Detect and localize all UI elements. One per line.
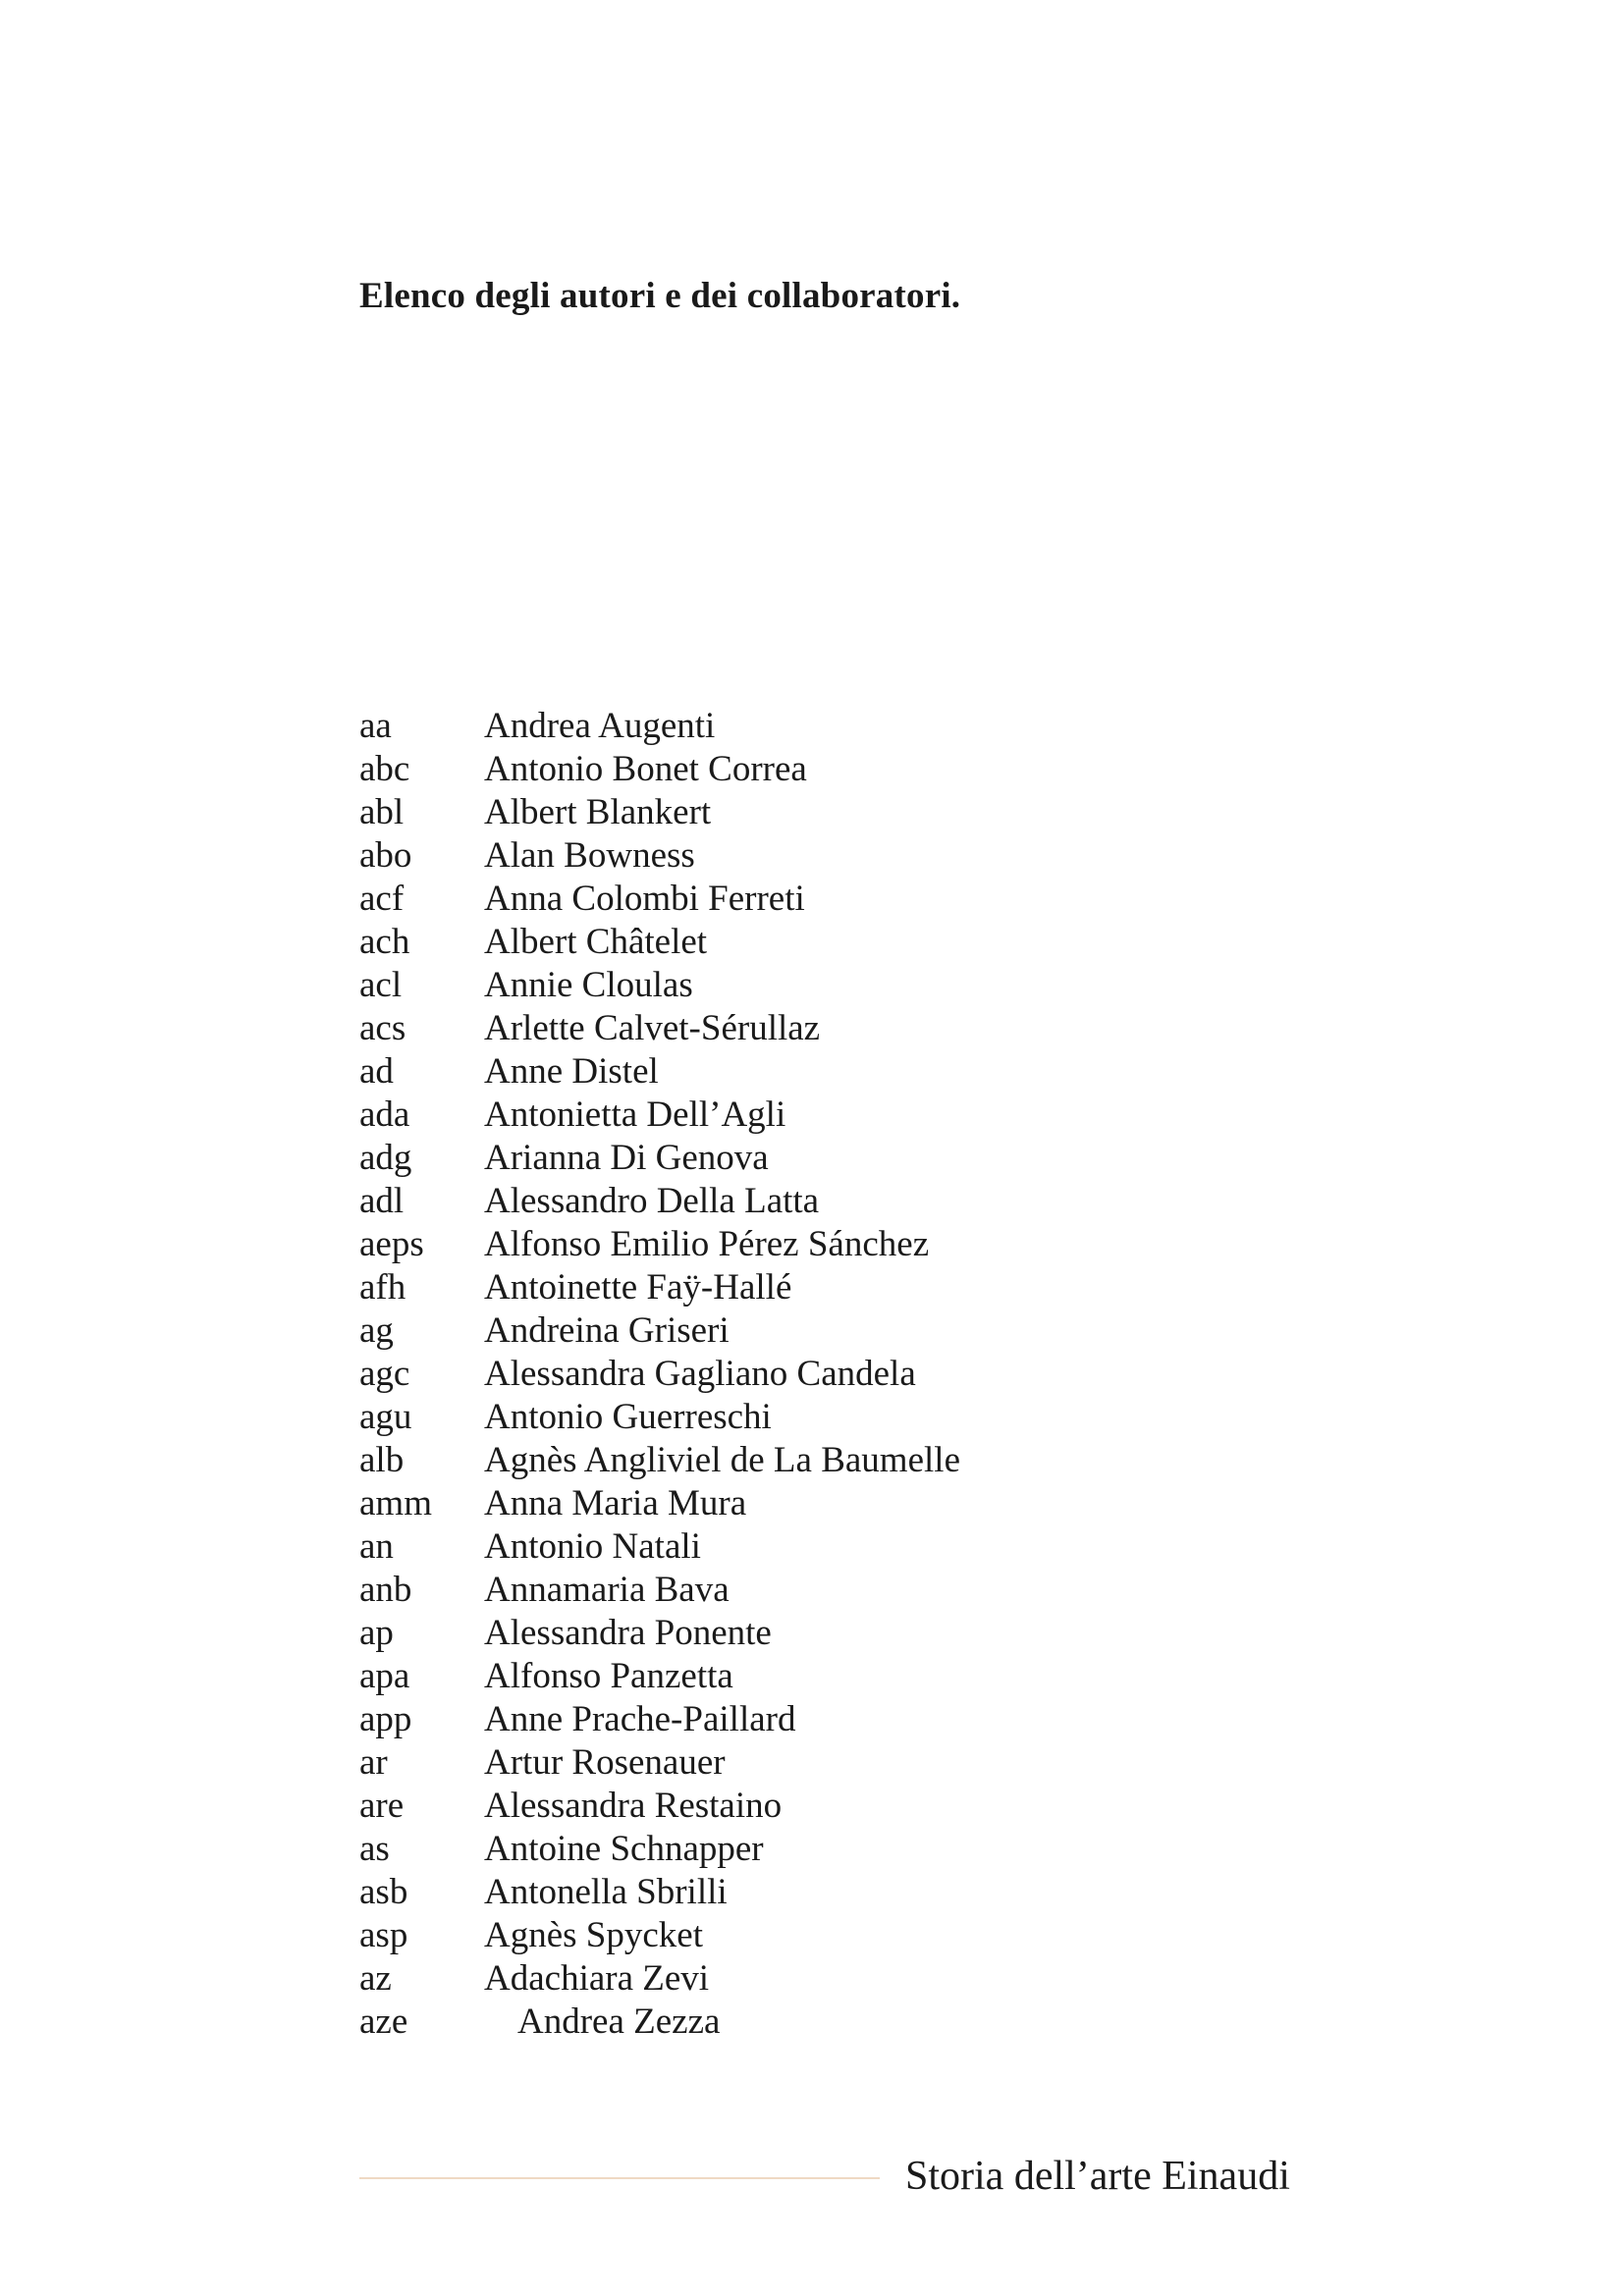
contributor-abbreviation: agu: [359, 1397, 412, 1437]
contributor-abbreviation: acs: [359, 1008, 406, 1048]
contributor-abbreviation: as: [359, 1829, 390, 1869]
contributor-row: [359, 1223, 960, 1266]
contributor-name: Agnès Angliviel de La Baumelle: [484, 1440, 960, 1480]
contributor-row: [359, 834, 960, 878]
contributor-name: Antonio Guerreschi: [484, 1397, 772, 1437]
contributor-name: Albert Blankert: [484, 792, 712, 832]
contributor-row: [359, 1309, 960, 1353]
contributor-abbreviation: asp: [359, 1915, 408, 1955]
contributor-name: Adachiara Zevi: [484, 1958, 710, 1999]
contributor-name: Agnès Spycket: [484, 1915, 703, 1955]
contributor-abbreviation: abc: [359, 749, 410, 789]
contributor-abbreviation: ada: [359, 1095, 410, 1135]
contributor-name: Alessandra Ponente: [484, 1613, 772, 1653]
contributor-name: Anne Prache-Paillard: [484, 1699, 796, 1739]
contributor-row: [359, 878, 960, 921]
contributor-name: Alessandro Della Latta: [484, 1181, 820, 1221]
contributor-row: [359, 705, 960, 748]
contributor-name: Antoinette Faÿ-Hallé: [484, 1267, 792, 1308]
footer-rule: [359, 2177, 880, 2179]
contributor-abbreviation: anb: [359, 1570, 412, 1610]
contributor-name: Antonio Bonet Correa: [484, 749, 807, 789]
contributor-row: [359, 1525, 960, 1569]
footer-publication-title: Storia dell’arte Einaudi: [905, 2154, 1290, 2199]
contributor-row: [359, 1741, 960, 1785]
contributor-row: [359, 1439, 960, 1482]
contributor-abbreviation: alb: [359, 1440, 405, 1480]
contributor-abbreviation: ag: [359, 1310, 394, 1351]
contributor-name: Alfonso Panzetta: [484, 1656, 733, 1696]
contributor-name: Antonella Sbrilli: [484, 1872, 728, 1912]
contributor-row: [359, 1180, 960, 1223]
contributor-name: Arlette Calvet-Sérullaz: [484, 1008, 821, 1048]
contributor-abbreviation: aeps: [359, 1224, 424, 1264]
contributor-row: [359, 1698, 960, 1741]
contributor-abbreviation: amm: [359, 1483, 432, 1523]
contributor-abbreviation: ar: [359, 1742, 388, 1783]
contributor-name: Artur Rosenauer: [484, 1742, 726, 1783]
contributor-abbreviation: aa: [359, 706, 392, 746]
contributor-row: [359, 921, 960, 964]
contributor-name: Alan Bowness: [484, 835, 695, 876]
contributor-row: [359, 1871, 960, 1914]
contributor-name: Antonio Natali: [484, 1526, 701, 1567]
contributor-name: Andrea Augenti: [484, 706, 716, 746]
contributor-abbreviation: acf: [359, 879, 405, 919]
contributor-abbreviation: aze: [359, 2002, 408, 2042]
contributor-abbreviation: an: [359, 1526, 394, 1567]
contributor-name: Alessandra Restaino: [484, 1786, 783, 1826]
contributor-name: Andreina Griseri: [484, 1310, 730, 1351]
contributor-name: Albert Châtelet: [484, 922, 708, 962]
contributor-abbreviation: adg: [359, 1138, 412, 1178]
contributor-abbreviation: agc: [359, 1354, 410, 1394]
contributor-row: [359, 1655, 960, 1698]
contributor-row: [359, 1050, 960, 1094]
contributor-abbreviation: az: [359, 1958, 392, 1999]
contributor-name: Anna Colombi Ferreti: [484, 879, 805, 919]
contributor-name: Alfonso Emilio Pérez Sánchez: [484, 1224, 930, 1264]
contributor-abbreviation: ad: [359, 1051, 394, 1092]
contributor-name: Andrea Zezza: [517, 2002, 721, 2042]
contributor-name: Anna Maria Mura: [484, 1483, 747, 1523]
contributor-name: Anne Distel: [484, 1051, 659, 1092]
contributor-name: Annamaria Bava: [484, 1570, 730, 1610]
contributor-row: [359, 2001, 960, 2044]
contributor-row: [359, 1612, 960, 1655]
contributor-abbreviation: asb: [359, 1872, 408, 1912]
page-title: Elenco degli autori e dei collaboratori.: [359, 276, 961, 316]
contributor-name: Antonietta Dell’Agli: [484, 1095, 786, 1135]
contributor-row: [359, 1828, 960, 1871]
contributor-row: [359, 1785, 960, 1828]
contributor-name: Arianna Di Genova: [484, 1138, 769, 1178]
contributor-row: [359, 1396, 960, 1439]
contributor-abbreviation: ap: [359, 1613, 394, 1653]
contributor-abbreviation: apa: [359, 1656, 410, 1696]
contributor-abbreviation: adl: [359, 1181, 405, 1221]
contributor-row: [359, 748, 960, 791]
contributor-row: [359, 1957, 960, 2001]
contributor-name: Annie Cloulas: [484, 965, 693, 1005]
contributor-abbreviation: afh: [359, 1267, 406, 1308]
contributor-abbreviation: ach: [359, 922, 410, 962]
contributor-row: [359, 1569, 960, 1612]
contributor-name: Alessandra Gagliano Candela: [484, 1354, 916, 1394]
contributor-abbreviation: acl: [359, 965, 403, 1005]
contributor-list: [359, 705, 960, 2044]
contributor-name: Antoine Schnapper: [484, 1829, 764, 1869]
contributor-abbreviation: are: [359, 1786, 405, 1826]
contributor-abbreviation: abl: [359, 792, 405, 832]
contributor-abbreviation: abo: [359, 835, 412, 876]
contributor-row: [359, 1266, 960, 1309]
contributor-row: [359, 1914, 960, 1957]
contributor-row: [359, 964, 960, 1007]
contributor-row: [359, 1353, 960, 1396]
contributor-row: [359, 1137, 960, 1180]
contributor-row: [359, 1482, 960, 1525]
contributor-abbreviation: app: [359, 1699, 412, 1739]
contributor-row: [359, 791, 960, 834]
contributor-row: [359, 1007, 960, 1050]
contributor-row: [359, 1094, 960, 1137]
